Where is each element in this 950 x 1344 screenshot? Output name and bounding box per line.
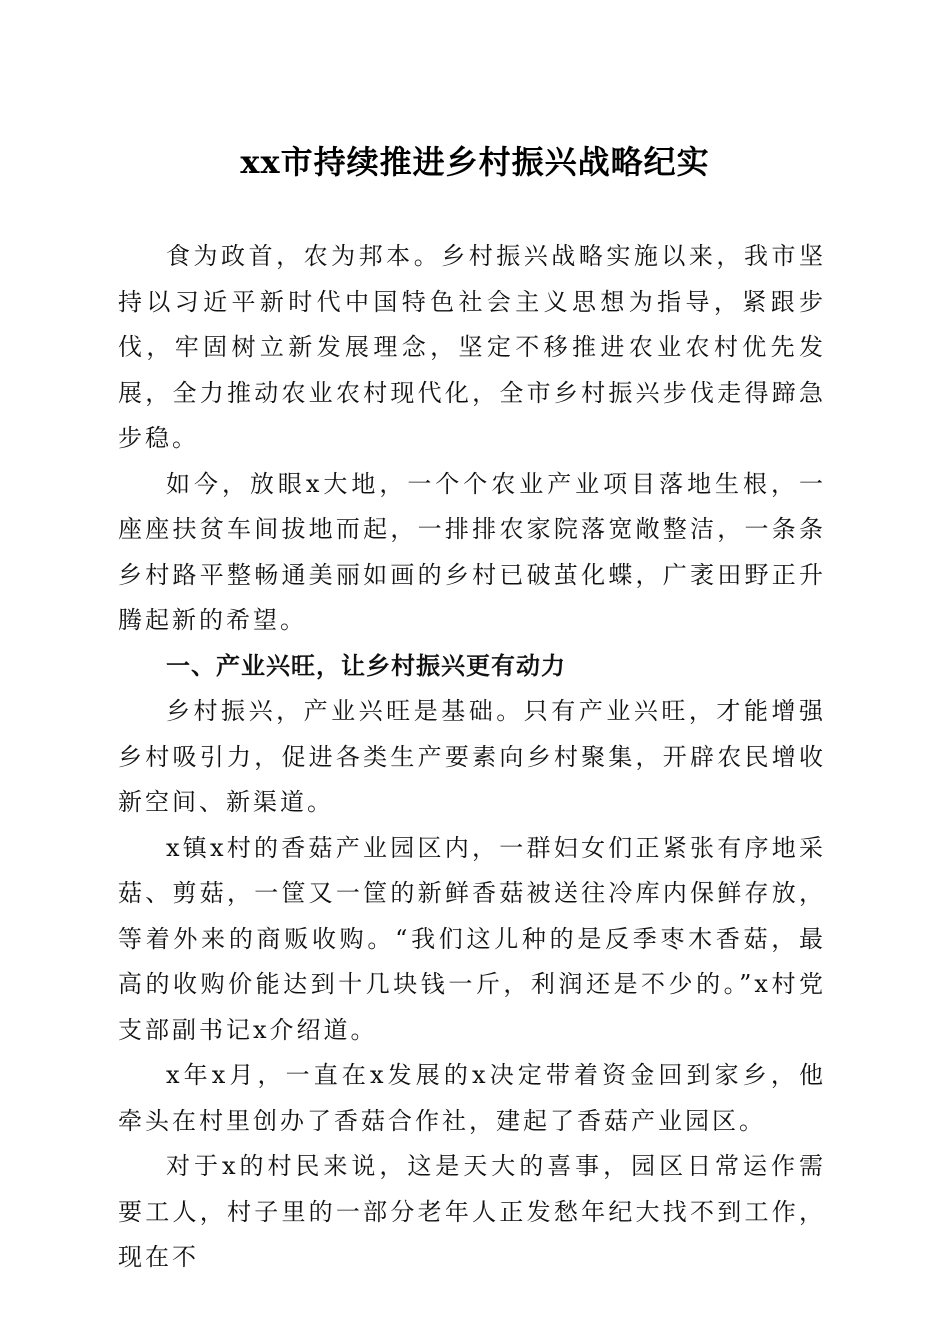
section-heading: 一、产业兴旺，让乡村振兴更有动力 bbox=[166, 651, 566, 680]
paragraph: x镇x村的香菇产业园区内，一群妇女们正紧张有序地采菇、剪菇，一筐又一筐的新鲜香菇被送往冷库内保鲜存放，等着外来的商贩收购。“我们这儿种的是反季枣木香菇，最高的收购价能达到十几块钱一斤，利润还是不少的。”x村党支部副书记x介绍道。 bbox=[118, 833, 826, 1044]
paragraph: x年x月，一直在x发展的x决定带着资金回到家乡，他牵头在村里创办了香菇合作社，建起了香菇产业园区。 bbox=[118, 1061, 826, 1135]
paragraph: 乡村振兴，产业兴旺是基础。只有产业兴旺，才能增强乡村吸引力，促进各类生产要素向乡村聚集，开辟农民增收新空间、新渠道。 bbox=[118, 697, 826, 816]
paragraph: 对于x的村民来说，这是天大的喜事，园区日常运作需要工人，村子里的一部分老年人正发愁年纪大找不到工作，现在不 bbox=[118, 1152, 826, 1271]
paragraph: 食为政首，农为邦本。乡村振兴战略实施以来，我市坚持以习近平新时代中国特色社会主义思想为指导，紧跟步伐，牢固树立新发展理念，坚定不移推进农业农村优先发展，全力推动农业农村现代化，全市乡村振兴步伐走得蹄急步稳。 bbox=[118, 242, 826, 452]
page-title: xx市持续推进乡村振兴战略纪实 bbox=[240, 143, 710, 181]
document-body bbox=[118, 234, 826, 1281]
paragraph: 如今，放眼x大地，一个个农业产业项目落地生根，一座座扶贫车间拔地而起，一排排农家院落宽敞整洁，一条条乡村路平整畅通美丽如画的乡村已破茧化蝶，广袤田野正升腾起新的希望。 bbox=[118, 469, 826, 634]
